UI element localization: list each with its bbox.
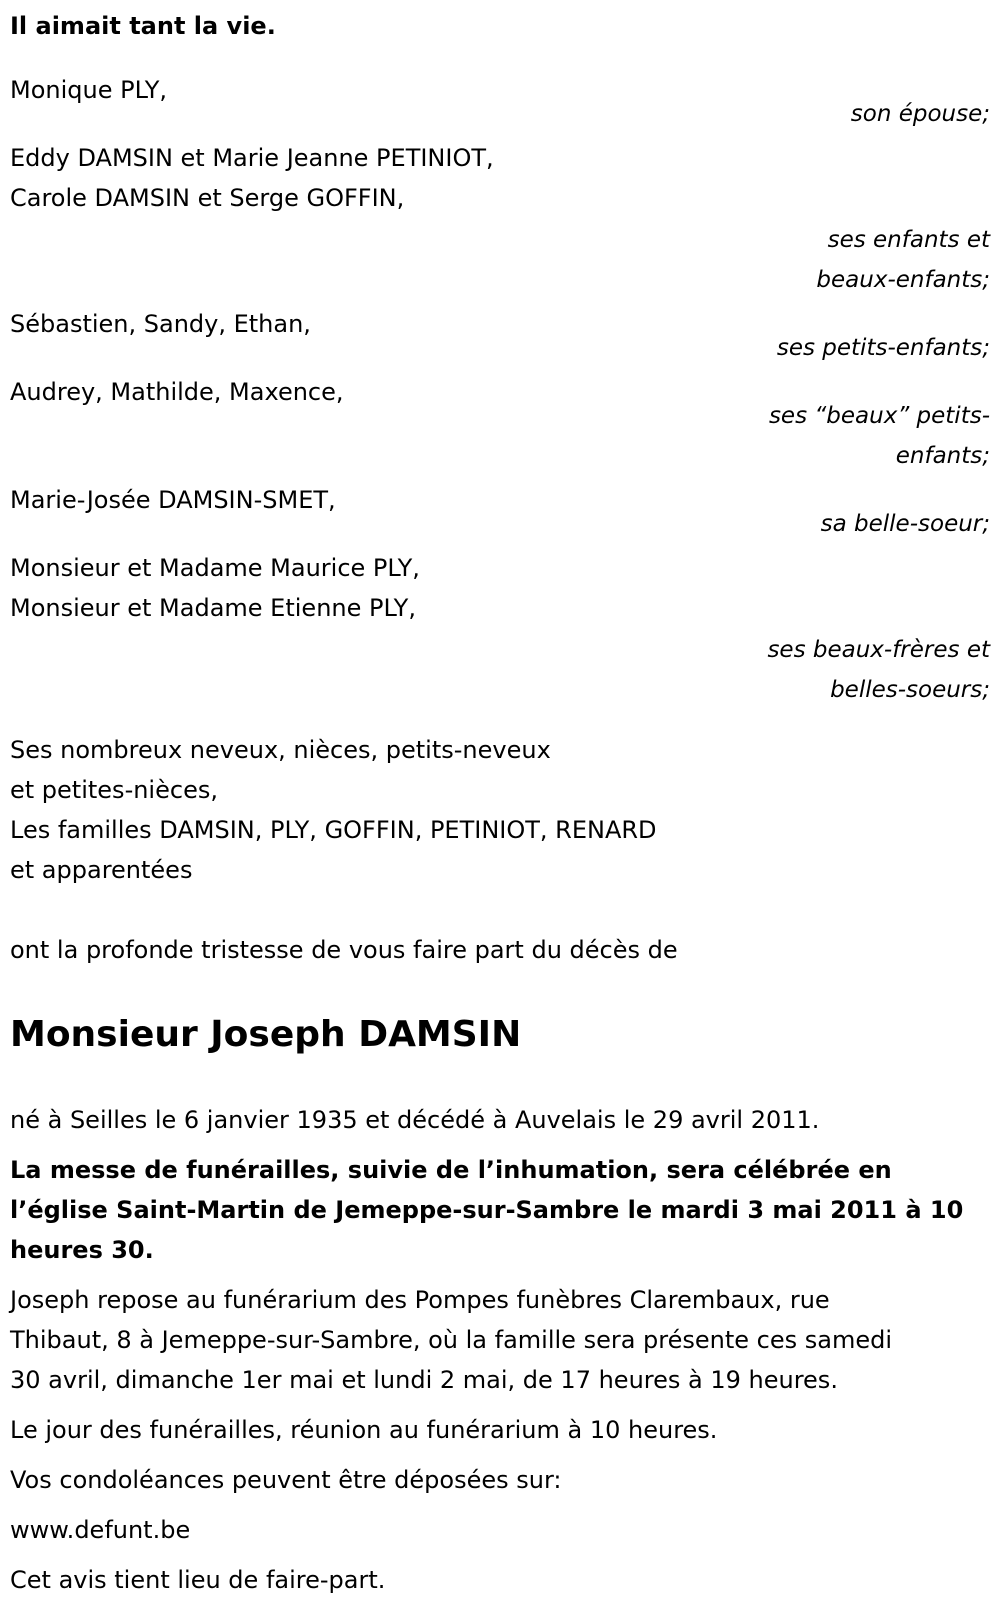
family-group-sister-in-law: [10, 480, 990, 544]
family-relation: ses enfants et: [827, 227, 990, 253]
visitation-line: Joseph repose au funérarium des Pompes funèbres Clarembaux, rue: [10, 1286, 830, 1314]
family-group-spouse: [10, 70, 990, 134]
family-names: Monique PLY,: [10, 76, 168, 104]
website-link[interactable]: www.defunt.be: [10, 1516, 191, 1544]
funeral-line: La messe de funérailles, suivie de l’inhumation, sera célébrée en: [10, 1156, 892, 1184]
other-relatives: [10, 730, 990, 890]
other-relatives-line: et apparentées: [10, 856, 193, 884]
family-relation: son épouse;: [850, 101, 990, 127]
family-names: Monsieur et Madame Maurice PLY,: [10, 554, 420, 582]
family-names: Audrey, Mathilde, Maxence,: [10, 378, 344, 406]
other-relatives-line: Ses nombreux neveux, nièces, petits-neveux: [10, 736, 551, 764]
family-names: Eddy DAMSIN et Marie Jeanne PETINIOT,: [10, 144, 494, 172]
birth-death-dates: né à Seilles le 6 janvier 1935 et décédé à Auvelais le 29 avril 2011.: [10, 1106, 820, 1134]
family-group-grandchildren: [10, 304, 990, 368]
family-relation: ses petits-enfants;: [776, 335, 990, 361]
other-relatives-line: Les familles DAMSIN, PLY, GOFFIN, PETINIOT, RENARD: [10, 816, 657, 844]
epitaph: Il aimait tant la vie.: [10, 12, 276, 40]
meeting-info: Le jour des funérailles, réunion au funérarium à 10 heures.: [10, 1416, 718, 1444]
visitation-line: 30 avril, dimanche 1er mai et lundi 2 mai, de 17 heures à 19 heures.: [10, 1366, 838, 1394]
family-relation: ses “beaux” petits-: [768, 403, 990, 429]
family-group-in-laws: [10, 548, 990, 710]
condolences-info: Vos condoléances peuvent être déposées sur:: [10, 1466, 562, 1494]
funeral-details: [10, 1150, 990, 1270]
family-names: Monsieur et Madame Etienne PLY,: [10, 594, 416, 622]
family-names: Sébastien, Sandy, Ethan,: [10, 310, 311, 338]
funeral-line: heures 30.: [10, 1236, 154, 1264]
family-relation: sa belle-soeur;: [820, 511, 990, 537]
deceased-name: Monsieur Joseph DAMSIN: [10, 1014, 522, 1055]
family-relation: enfants;: [895, 443, 990, 469]
family-names: Marie-Josée DAMSIN-SMET,: [10, 486, 336, 514]
other-relatives-line: et petites-nièces,: [10, 776, 218, 804]
family-names: Carole DAMSIN et Serge GOFFIN,: [10, 184, 405, 212]
family-relation: belles-soeurs;: [830, 677, 990, 703]
family-relation: beaux-enfants;: [816, 267, 990, 293]
notice-text: Cet avis tient lieu de faire-part.: [10, 1566, 386, 1594]
announcement: ont la profonde tristesse de vous faire part du décès de: [10, 936, 678, 964]
visitation-line: Thibaut, 8 à Jemeppe-sur-Sambre, où la famille sera présente ces samedi: [10, 1326, 893, 1354]
family-group-children: [10, 138, 990, 300]
family-relation: ses beaux-frères et: [767, 637, 990, 663]
family-group-step-grandchildren: [10, 372, 990, 476]
visitation-details: [10, 1280, 990, 1400]
obituary-notice: [0, 6, 1000, 1594]
funeral-line: l’église Saint-Martin de Jemeppe-sur-Sambre le mardi 3 mai 2011 à 10: [10, 1196, 964, 1224]
